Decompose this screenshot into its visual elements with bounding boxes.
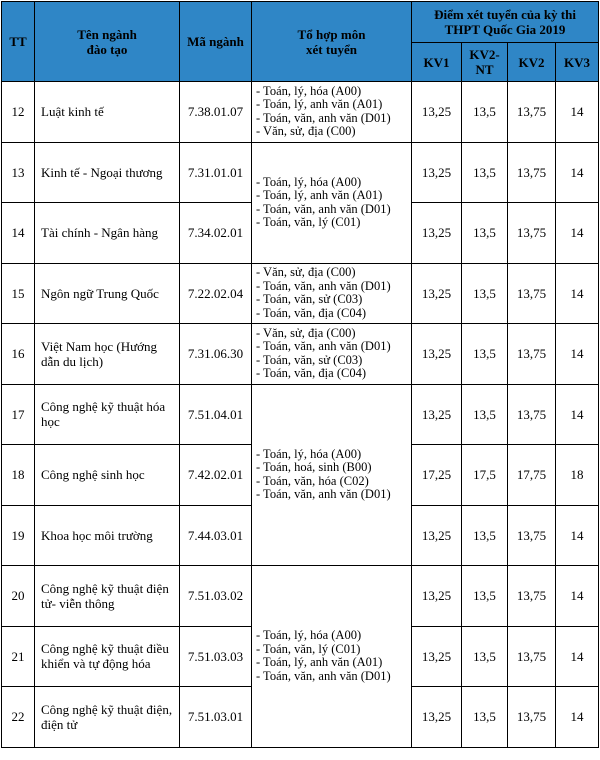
row-kv2: 13,75: [508, 324, 556, 385]
row-kv2: 13,75: [508, 384, 556, 445]
header-program-line1: Tên ngành: [77, 26, 137, 42]
row-program-name: Tài chính - Ngân hàng: [35, 203, 180, 264]
row-kv1: 13,25: [412, 82, 462, 143]
combo-line: - Toán, văn, hóa (C02): [256, 473, 369, 488]
row-kv1: 13,25: [412, 687, 462, 748]
admission-table: [1, 1, 599, 748]
row-kv3: 14: [556, 82, 599, 143]
row-code: 7.51.03.03: [180, 626, 252, 687]
row-kv2nt: 13,5: [462, 203, 508, 264]
combo-line: - Toán, lý, anh văn (A01): [256, 188, 383, 202]
row-program-name: Khoa học môi trường: [35, 505, 180, 566]
row-kv2nt: 13,5: [462, 142, 508, 203]
combo-line: - Toán, văn, anh văn (D01): [256, 201, 391, 216]
combo-line: - Toán, văn, địa (C04): [256, 366, 366, 381]
row-tt: 19: [2, 505, 35, 566]
row-code: 7.51.03.02: [180, 566, 252, 627]
row-tt: 13: [2, 142, 35, 203]
combo-line: - Toán, văn, anh văn (D01): [256, 487, 391, 502]
row-tt: 12: [2, 82, 35, 143]
combo-line: - Toán, lý, hóa (A00): [256, 174, 362, 189]
row-kv2nt: 13,5: [462, 687, 508, 748]
row-kv3: 14: [556, 203, 599, 264]
combo-line: - Toán, hoá, sinh (B00): [256, 460, 372, 475]
header-tt: TT: [2, 2, 35, 82]
row-kv2nt: 13,5: [462, 384, 508, 445]
row-kv2nt: 13,5: [462, 324, 508, 385]
combo-line: - Toán, lý, hóa (A00): [256, 446, 362, 461]
row-program-name: Kinh tế - Ngoại thương: [35, 142, 180, 203]
row-combo: [252, 82, 412, 143]
table-row: [2, 324, 599, 385]
row-tt: 15: [2, 263, 35, 324]
row-code: 7.38.01.07: [180, 82, 252, 143]
combo-line: - Toán, văn, địa (C04): [256, 305, 366, 320]
row-kv1: 13,25: [412, 626, 462, 687]
combo-line: - Toán, văn, anh văn (D01): [256, 339, 391, 354]
combo-line: - Toán, văn, anh văn (D01): [256, 278, 391, 293]
combo-line: - Toán, lý, anh văn (A01): [256, 655, 383, 670]
row-program-name: Ngôn ngữ Trung Quốc: [35, 263, 180, 324]
combo-line: - Văn, sử, địa (C00): [256, 124, 356, 139]
row-tt: 20: [2, 566, 35, 627]
row-kv3: 14: [556, 324, 599, 385]
combo-line: - Văn, sử, địa (C00): [256, 325, 356, 340]
row-kv2nt: 13,5: [462, 566, 508, 627]
header-program: [35, 2, 180, 82]
row-kv1: 17,25: [412, 445, 462, 506]
row-kv1: 13,25: [412, 505, 462, 566]
row-code: 7.34.02.01: [180, 203, 252, 264]
table-row: [2, 142, 599, 203]
header-program-line2: đào tạo: [86, 41, 128, 57]
row-kv3: 14: [556, 626, 599, 687]
row-code: 7.22.02.04: [180, 263, 252, 324]
row-code: 7.31.01.01: [180, 142, 252, 203]
row-kv2: 13,75: [508, 687, 556, 748]
row-kv2: 13,75: [508, 505, 556, 566]
row-kv1: 13,25: [412, 263, 462, 324]
row-combo: [252, 263, 412, 324]
row-kv2: 13,75: [508, 142, 556, 203]
row-kv2: 13,75: [508, 203, 556, 264]
header-score-line2: THPT Quốc Gia 2019: [444, 22, 566, 37]
row-kv2nt: 17,5: [462, 445, 508, 506]
header-score-line1: Điểm xét tuyển của kỳ thi: [434, 7, 576, 22]
header-combo-line2: xét tuyển: [306, 41, 357, 57]
row-kv2: 13,75: [508, 82, 556, 143]
row-kv2: 13,75: [508, 626, 556, 687]
row-kv3: 14: [556, 566, 599, 627]
row-tt: 21: [2, 626, 35, 687]
combo-line: - Toán, văn, sử (C03): [256, 292, 363, 307]
combo-line: - Toán, lý, hóa (A00): [256, 628, 362, 643]
row-combo: [252, 324, 412, 385]
row-program-name: Việt Nam học (Hướng dẫn du lịch): [35, 324, 180, 385]
row-combo: [252, 384, 412, 566]
row-kv2nt: 13,5: [462, 82, 508, 143]
row-kv3: 14: [556, 263, 599, 324]
combo-line: - Toán, lý, anh văn (A01): [256, 97, 383, 112]
row-kv2: 13,75: [508, 263, 556, 324]
row-tt: 18: [2, 445, 35, 506]
row-kv3: 14: [556, 687, 599, 748]
row-tt: 17: [2, 384, 35, 445]
header-kv2nt: [462, 43, 508, 82]
row-kv2nt: 13,5: [462, 626, 508, 687]
row-code: 7.42.02.01: [180, 445, 252, 506]
row-kv1: 13,25: [412, 384, 462, 445]
row-kv3: 14: [556, 505, 599, 566]
header-combo-line1: Tổ hợp môn: [297, 26, 366, 42]
header-score: [412, 2, 599, 43]
header-kv2nt-line1: KV2-: [469, 47, 500, 62]
row-tt: 16: [2, 324, 35, 385]
combo-line: - Toán, văn, lý (C01): [256, 641, 361, 656]
combo-line: - Toán, văn, sử (C03): [256, 352, 363, 367]
row-kv3: 14: [556, 142, 599, 203]
combo-line: - Văn, sử, địa (C00): [256, 265, 356, 280]
row-tt: 22: [2, 687, 35, 748]
table-row: [2, 82, 599, 143]
row-kv2: 17,75: [508, 445, 556, 506]
combo-line: - Toán, lý, hóa (A00): [256, 83, 362, 98]
row-code: 7.31.06.30: [180, 324, 252, 385]
row-program-name: Công nghệ kỹ thuật điều khiển và tự động hóa: [35, 626, 180, 687]
table-row: [2, 263, 599, 324]
row-kv1: 13,25: [412, 566, 462, 627]
header-kv3: KV3: [556, 43, 599, 82]
row-kv3: 18: [556, 445, 599, 506]
header-kv1: KV1: [412, 43, 462, 82]
table-row: [2, 384, 599, 445]
row-code: 7.51.03.01: [180, 687, 252, 748]
row-combo: [252, 566, 412, 748]
header-combo: [252, 2, 412, 82]
row-code: 7.51.04.01: [180, 384, 252, 445]
table-row: [2, 566, 599, 627]
combo-line: - Toán, văn, lý (C01): [256, 215, 361, 229]
row-code: 7.44.03.01: [180, 505, 252, 566]
row-program-name: Công nghệ kỹ thuật hóa học: [35, 384, 180, 445]
header-kv2nt-line2: NT: [475, 62, 494, 77]
row-kv2nt: 13,5: [462, 263, 508, 324]
row-kv2nt: 13,5: [462, 505, 508, 566]
row-kv1: 13,25: [412, 324, 462, 385]
combo-line: - Toán, văn, anh văn (D01): [256, 668, 391, 683]
row-program-name: Công nghệ kỹ thuật điện, điện tử: [35, 687, 180, 748]
header-kv2: KV2: [508, 43, 556, 82]
row-tt: 14: [2, 203, 35, 264]
row-kv1: 13,25: [412, 142, 462, 203]
row-program-name: Công nghệ kỹ thuật điện tử- viễn thông: [35, 566, 180, 627]
combo-line: - Toán, văn, anh văn (D01): [256, 110, 391, 125]
header-code: Mã ngành: [180, 2, 252, 82]
row-kv3: 14: [556, 384, 599, 445]
row-kv2: 13,75: [508, 566, 556, 627]
row-combo: [252, 142, 412, 263]
row-kv1: 13,25: [412, 203, 462, 264]
row-program-name: Công nghệ sinh học: [35, 445, 180, 506]
row-program-name: Luật kinh tế: [35, 82, 180, 143]
